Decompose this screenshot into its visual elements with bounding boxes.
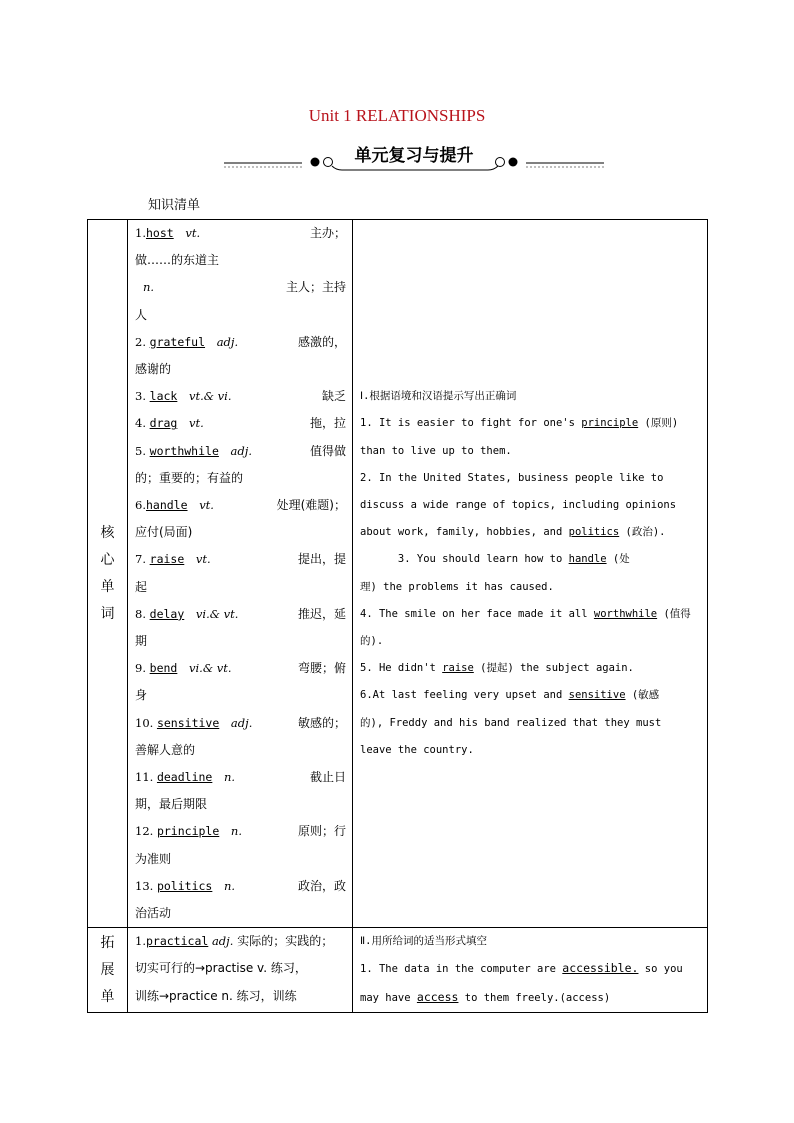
vocab-meaning: 缺乏 (321, 389, 346, 404)
extend-vocab-cell (128, 928, 353, 1013)
exercise-line: 6.At last feeling very upset and sensitive (敏感 (360, 689, 660, 702)
part-of-speech: adj. (216, 334, 239, 349)
vocab-item: 13. politics n. 政治，政 (135, 873, 346, 900)
part-of-speech: n. (230, 824, 242, 839)
vocab-meaning-cont: 期 (135, 634, 148, 649)
part-of-speech: vt. (189, 416, 204, 431)
category-char: 核 (100, 524, 115, 541)
exercise-line: 1. The data in the computer are accessible. so you (360, 961, 683, 976)
part-of-speech: adj. (230, 715, 253, 730)
part-of-speech: n. (143, 280, 155, 295)
vocab-meaning-cont: 身 (135, 688, 148, 703)
part-of-speech: adj. (230, 443, 252, 458)
part-of-speech: vt. (185, 226, 201, 240)
vocab-word: practical (145, 934, 209, 949)
knowledge-table (87, 219, 708, 1013)
exercise-line: 4. The smile on her face made it all worthwhile (值得 (360, 607, 691, 620)
answer-blank: raise (442, 662, 474, 675)
vocab-meaning: 提出，提 (297, 552, 346, 567)
answer-blank: handle (568, 553, 607, 566)
category-char: 心 (100, 551, 115, 568)
part-of-speech: n. (224, 770, 236, 785)
exercise2-heading: Ⅱ.用所给词的适当形式填空 (360, 935, 487, 948)
vocab-meaning-cont: 期，最后期限 (135, 797, 208, 812)
exercise-line: leave the country. (360, 743, 474, 756)
vocab-meaning: 拖，拉 (309, 416, 346, 431)
part-of-speech: vi.& vt. (195, 606, 239, 621)
vocab-item: 2. grateful adj. 感激的， (135, 329, 346, 356)
category-char: 展 (100, 961, 115, 978)
vocab-meaning: 主人；主持 (285, 280, 346, 295)
exercise2-cell (353, 928, 708, 1013)
vocab-word: sensitive (156, 715, 220, 730)
core-category-cell (88, 220, 128, 928)
part-of-speech: vt. (199, 498, 214, 513)
vocab-word: lack (149, 389, 178, 404)
vocab-meaning: 感激的， (297, 334, 346, 349)
exercise1-heading: Ⅰ.根据语境和汉语提示写出正确词 (360, 390, 517, 403)
section-label: 知识清单 (148, 198, 201, 213)
exercise-line: 的), Freddy and his band realized that they must (360, 716, 662, 729)
part-of-speech: n. (224, 878, 236, 893)
vocab-item: 7. raise vt. 提出，提 (135, 546, 346, 573)
vocab-item: 3. lack vt.& vi. 缺乏 (135, 383, 346, 410)
vocab-meaning-cont: 应付(局面) (135, 525, 193, 540)
vocab-meaning: 处理(难题)； (276, 498, 346, 513)
vocab-meaning-cont: 为准则 (135, 851, 172, 866)
vocab-meaning: 主办； (309, 226, 346, 240)
vocab-meaning: 敏感的； (297, 715, 346, 730)
vocab-word: worthwhile (149, 443, 219, 458)
vocab-word: drag (149, 416, 178, 431)
vocab-word: bend (149, 661, 178, 676)
vocab-meaning: 值得做 (309, 443, 346, 458)
exercise-line: 2. In the United States, business people like to (360, 471, 664, 484)
vocab-meaning: 政治，政 (297, 878, 346, 893)
exercise-line: than to live up to them. (360, 444, 512, 457)
vocab-word: politics (156, 878, 213, 893)
answer-blank: access (416, 989, 459, 1004)
vocab-meaning: 截止日 (309, 770, 346, 785)
answer-blank: politics (568, 526, 620, 539)
vocab-word: deadline (156, 770, 213, 785)
vocab-meaning: 原则；行 (297, 824, 346, 839)
vocab-meaning: 推迟，延 (297, 606, 346, 621)
exercise-line: 1. It is easier to fight for one's principle (原则) (360, 417, 679, 430)
vocab-item-cont: 训练→practice n. 练习，训练 (135, 988, 297, 1003)
vocab-item: 10. sensitive adj. 敏感的； (135, 710, 346, 737)
vocab-item: 9. bend vi.& vt. 弯腰；俯 (135, 655, 346, 682)
exercise-line: about work, family, hobbies, and politics (政治). (360, 526, 666, 539)
category-char: 单 (100, 988, 115, 1005)
page-title: Unit 1 RELATIONSHIPS (308, 106, 486, 125)
category-char: 词 (100, 605, 115, 622)
vocab-item: 6.handle vt. 处理(难题)； (135, 492, 346, 519)
vocab-word: raise (149, 552, 185, 567)
vocab-item: 8. delay vi.& vt. 推迟，延 (135, 601, 346, 628)
banner-text: 单元复习与提升 (354, 146, 474, 166)
core-words-row (88, 220, 708, 928)
vocab-meaning-cont: 做……的东道主 (135, 253, 220, 268)
extend-words-row (88, 928, 708, 1013)
part-of-speech: vt.& vi. (189, 389, 232, 404)
answer-blank: sensitive (568, 689, 626, 702)
vocab-item (135, 274, 346, 301)
vocab-item: 1.practical adj. 实际的；实践的； (135, 934, 334, 949)
vocab-meaning: 弯腰；俯 (297, 661, 346, 676)
exercise-line: discuss a wide range of topics, including opinions (360, 499, 677, 512)
answer-blank: accessible. (562, 961, 639, 976)
vocab-list-cell (128, 220, 353, 928)
exercise1-cell (353, 220, 708, 928)
vocab-word: host (145, 226, 174, 240)
vocab-word: handle (145, 498, 188, 513)
vocab-meaning-cont: 起 (135, 579, 148, 594)
answer-blank: worthwhile (593, 607, 658, 620)
category-char: 单 (100, 578, 115, 595)
extend-category-cell (88, 928, 128, 1013)
vocab-item: 11. deadline n. 截止日 (135, 764, 346, 791)
part-of-speech: vt. (195, 552, 211, 567)
exercise-line: may have access to them freely.(access) (360, 989, 611, 1004)
vocab-meaning-cont: 治活动 (135, 906, 172, 921)
vocab-meaning-cont: 的；重要的；有益的 (135, 470, 244, 485)
vocab-word: grateful (149, 334, 206, 349)
exercise-line: 的). (360, 635, 384, 648)
vocab-item: 1.host vt. 主办； (135, 220, 346, 247)
vocab-item: 12. principle n. 原则；行 (135, 818, 346, 845)
part-of-speech: vi.& vt. (189, 661, 232, 676)
answer-blank: principle (581, 417, 639, 430)
vocab-meaning-cont: 善解人意的 (135, 742, 196, 757)
vocab-item-cont: 切实可行的→practise v. 练习， (135, 961, 307, 976)
vocab-meaning-cont: 人 (135, 307, 148, 322)
vocab-item: 5. worthwhile adj. 值得做 (135, 438, 346, 465)
exercise-line: 理) the problems it has caused. (360, 580, 554, 593)
exercise-line: 5. He didn't raise (提起) the subject again. (360, 662, 634, 675)
vocab-meaning-cont: 感谢的 (135, 362, 172, 377)
category-char: 拓 (100, 934, 115, 951)
vocab-item: 4. drag vt. 拖，拉 (135, 410, 346, 437)
vocab-word: principle (156, 824, 220, 839)
section-banner (222, 144, 606, 172)
vocab-word: delay (149, 606, 185, 621)
exercise-line: 3. You should learn how to handle (处 (360, 553, 630, 566)
